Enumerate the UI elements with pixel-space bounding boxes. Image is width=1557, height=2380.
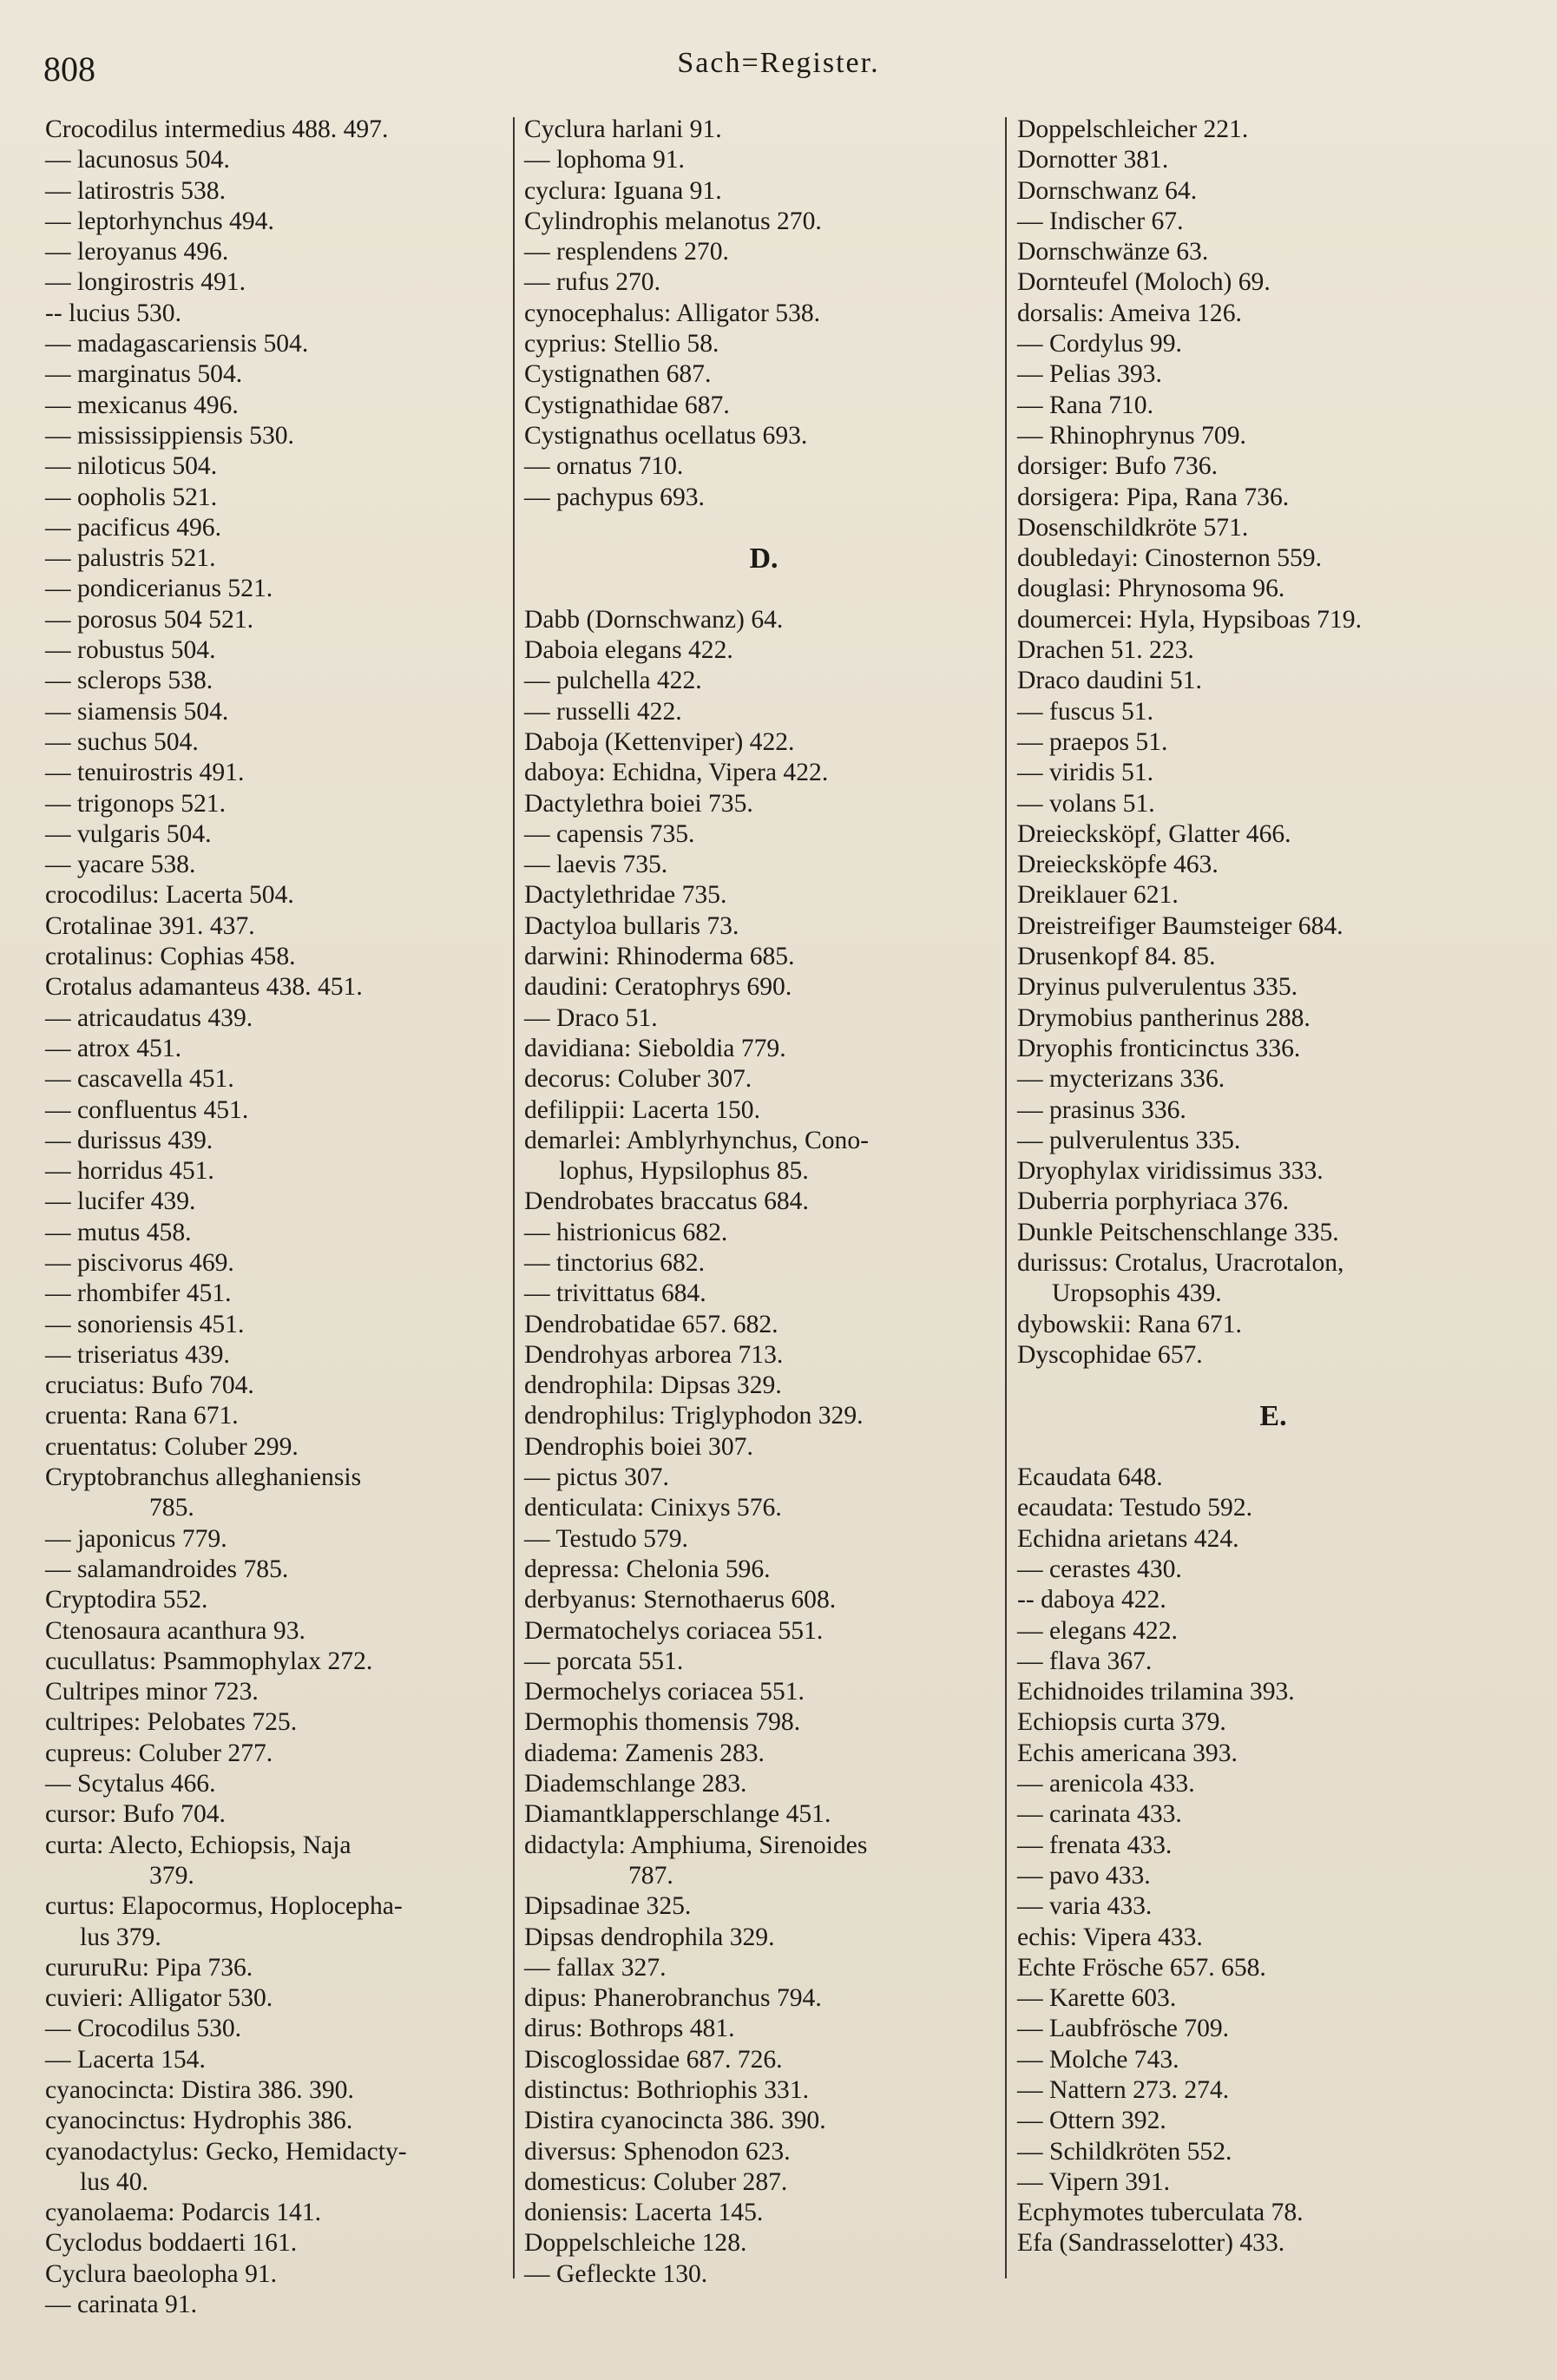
running-head: Sach=Register. xyxy=(677,47,880,79)
index-entry: — russelli 422. xyxy=(524,697,682,726)
index-entry: — cascavella 451. xyxy=(45,1065,234,1094)
index-entry: Crocodilus intermedius 488. 497. xyxy=(45,115,389,143)
index-entry: cyanocincta: Distira 386. 390. xyxy=(45,2076,354,2104)
index-entry: dybowskii: Rana 671. xyxy=(1017,1310,1242,1338)
index-entry: — madagascariensis 504. xyxy=(45,330,309,358)
index-entry: Echidna arietans 424. xyxy=(1017,1524,1239,1553)
index-entry-continuation: lus 40. xyxy=(80,2167,148,2196)
index-entry: Doppelschleiche 128. xyxy=(524,2229,747,2258)
index-entry: Cystignathus ocellatus 693. xyxy=(524,421,808,450)
index-entry: cyanocinctus: Hydrophis 386. xyxy=(45,2107,353,2135)
index-entry: Echte Frösche 657. 658. xyxy=(1017,1953,1266,1982)
index-entry: curta: Alecto, Echiopsis, Naja xyxy=(45,1831,351,1859)
index-entry: Cystignathen 687. xyxy=(524,360,712,389)
index-entry: — lophoma 91. xyxy=(524,146,685,174)
index-entry: — horridus 451. xyxy=(45,1157,214,1186)
index-entry: cyanodactylus: Gecko, Hemidacty- xyxy=(45,2137,407,2166)
index-entry: cruentatus: Coluber 299. xyxy=(45,1432,299,1461)
index-entry: Draco daudini 51. xyxy=(1017,667,1202,695)
index-entry: dorsalis: Ameiva 126. xyxy=(1017,299,1242,327)
index-entry: Crotalus adamanteus 438. 451. xyxy=(45,973,363,1002)
index-entry: — sonoriensis 451. xyxy=(45,1310,245,1338)
index-entry: — fuscus 51. xyxy=(1017,697,1154,726)
index-entry: — tenuirostris 491. xyxy=(45,759,245,787)
index-entry: — Vipern 391. xyxy=(1017,2167,1171,2196)
index-entry: diadema: Zamenis 283. xyxy=(524,1739,765,1767)
index-entry: cruciatus: Bufo 704. xyxy=(45,1371,254,1400)
index-entry: — lucifer 439. xyxy=(45,1187,196,1216)
index-entry: Echis americana 393. xyxy=(1017,1739,1238,1767)
index-entry: Echidnoides trilamina 393. xyxy=(1017,1678,1295,1706)
index-entry: — triseriatus 439. xyxy=(45,1340,230,1369)
index-entry: Discoglossidae 687. 726. xyxy=(524,2045,783,2074)
index-entry: dorsiger: Bufo 736. xyxy=(1017,452,1218,481)
index-entry-continuation: 785. xyxy=(149,1494,194,1522)
index-entry: cuvieri: Alligator 530. xyxy=(45,1984,273,2013)
index-entry-continuation: 787. xyxy=(628,1861,673,1890)
index-entry: Dendrobatidae 657. 682. xyxy=(524,1310,778,1338)
index-entry: distinctus: Bothriophis 331. xyxy=(524,2076,810,2104)
index-entry: Drusenkopf 84. 85. xyxy=(1017,943,1216,971)
index-entry: — robustus 504. xyxy=(45,636,216,665)
index-entry: Cultripes minor 723. xyxy=(45,1678,259,1706)
index-entry: Dryophis fronticinctus 336. xyxy=(1017,1034,1301,1062)
index-entry: — palustris 521. xyxy=(45,544,216,573)
index-entry: Dreiecksköpf, Glatter 466. xyxy=(1017,819,1291,848)
index-entry: Dornschwänze 63. xyxy=(1017,238,1209,266)
index-entry: — praepos 51. xyxy=(1017,727,1168,756)
index-entry: Dactyloa bullaris 73. xyxy=(524,911,739,940)
index-entry: davidiana: Sieboldia 779. xyxy=(524,1034,786,1062)
index-entry: — confluentus 451. xyxy=(45,1095,249,1124)
index-entry: — Schildkröten 552. xyxy=(1017,2137,1232,2166)
index-entry: — salamandroides 785. xyxy=(45,1555,289,1583)
index-entry: — porcata 551. xyxy=(524,1647,684,1675)
index-entry: — resplendens 270. xyxy=(524,238,729,266)
index-entry: demarlei: Amblyrhynchus, Cono- xyxy=(524,1126,869,1154)
index-entry: daboya: Echidna, Vipera 422. xyxy=(524,759,829,787)
index-entry: cururuRu: Pipa 736. xyxy=(45,1953,253,1982)
index-entry: Cryptobranchus alleghaniensis xyxy=(45,1463,362,1492)
index-entry: — durissus 439. xyxy=(45,1126,214,1154)
index-entry: cyanolaema: Podarcis 141. xyxy=(45,2199,322,2227)
index-entry: Cystignathidae 687. xyxy=(524,391,730,419)
index-entry: — niloticus 504. xyxy=(45,452,218,481)
index-entry: — Karette 603. xyxy=(1017,1984,1177,2013)
index-entry: darwini: Rhinoderma 685. xyxy=(524,943,795,971)
index-entry: echis: Vipera 433. xyxy=(1017,1923,1203,1951)
index-entry: — histrionicus 682. xyxy=(524,1218,728,1246)
index-entry: — rhombifer 451. xyxy=(45,1279,232,1308)
index-entry-continuation: Uropsophis 439. xyxy=(1052,1279,1222,1308)
index-column-3 xyxy=(1017,115,1529,2337)
index-entry: — frenata 433. xyxy=(1017,1831,1173,1859)
index-entry: curtus: Elapocormus, Hoplocepha- xyxy=(45,1892,403,1921)
index-entry: — trivittatus 684. xyxy=(524,1279,706,1308)
index-entry: — atrox 451. xyxy=(45,1034,181,1062)
index-entry: — flava 367. xyxy=(1017,1647,1153,1675)
index-entry: cursor: Bufo 704. xyxy=(45,1800,226,1829)
index-entry: dendrophila: Dipsas 329. xyxy=(524,1371,782,1400)
index-entry: Cyclura baeolopha 91. xyxy=(45,2259,278,2288)
section-letter: E. xyxy=(1259,1400,1287,1433)
index-entry: — siamensis 504. xyxy=(45,697,229,726)
index-entry: Daboia elegans 422. xyxy=(524,636,733,665)
index-entry: Duberria porphyriaca 376. xyxy=(1017,1187,1290,1216)
index-entry: — Pelias 393. xyxy=(1017,360,1162,389)
index-column-2 xyxy=(524,115,1003,2337)
index-entry: cupreus: Coluber 277. xyxy=(45,1739,273,1767)
index-entry: doubledayi: Cinosternon 559. xyxy=(1017,544,1322,573)
index-entry: Dermatochelys coriacea 551. xyxy=(524,1616,824,1645)
index-entry: denticulata: Cinixys 576. xyxy=(524,1494,782,1522)
index-entry: — arenicola 433. xyxy=(1017,1770,1195,1798)
index-entry: Dryinus pulverulentus 335. xyxy=(1017,973,1298,1002)
index-entry: Dreistreifiger Baumsteiger 684. xyxy=(1017,911,1343,940)
index-entry: — suchus 504. xyxy=(45,727,199,756)
index-entry: — piscivorus 469. xyxy=(45,1248,234,1277)
index-entry: — elegans 422. xyxy=(1017,1616,1178,1645)
index-entry: — vulgaris 504. xyxy=(45,819,212,848)
index-entry: — Laubfrösche 709. xyxy=(1017,2015,1230,2043)
index-entry: defilippii: Lacerta 150. xyxy=(524,1095,760,1124)
index-entry: Dermophis thomensis 798. xyxy=(524,1708,801,1737)
index-entry: Ctenosaura acanthura 93. xyxy=(45,1616,305,1645)
index-entry: Dermochelys coriacea 551. xyxy=(524,1678,805,1706)
index-entry: — Indischer 67. xyxy=(1017,207,1184,235)
index-entry: dorsigera: Pipa, Rana 736. xyxy=(1017,483,1290,511)
index-entry: Daboja (Kettenviper) 422. xyxy=(524,727,795,756)
index-entry: Dipsadinae 325. xyxy=(524,1892,692,1921)
index-entry: doumercei: Hyla, Hypsiboas 719. xyxy=(1017,605,1362,634)
index-entry: — lacunosus 504. xyxy=(45,146,230,174)
index-entry: — marginatus 504. xyxy=(45,360,243,389)
index-entry: — Rana 710. xyxy=(1017,391,1153,419)
index-entry: — pondicerianus 521. xyxy=(45,575,273,603)
index-entry-continuation: 379. xyxy=(149,1861,194,1890)
index-entry: — atricaudatus 439. xyxy=(45,1003,253,1032)
index-entry: — viridis 51. xyxy=(1017,759,1154,787)
index-entry: dendrophilus: Triglyphodon 329. xyxy=(524,1402,864,1430)
index-entry: — volans 51. xyxy=(1017,789,1155,818)
index-entry: durissus: Crotalus, Uracrotalon, xyxy=(1017,1248,1344,1277)
index-entry: Dornteufel (Moloch) 69. xyxy=(1017,268,1271,297)
index-entry: — leroyanus 496. xyxy=(45,238,229,266)
index-entry: Cyclodus boddaerti 161. xyxy=(45,2229,298,2258)
index-entry: — Nattern 273. 274. xyxy=(1017,2076,1230,2104)
index-entry: Crotalinae 391. 437. xyxy=(45,911,255,940)
index-entry: decorus: Coluber 307. xyxy=(524,1065,752,1094)
index-entry: — Gefleckte 130. xyxy=(524,2259,708,2288)
index-entry: doniensis: Lacerta 145. xyxy=(524,2199,764,2227)
index-entry: ecaudata: Testudo 592. xyxy=(1017,1494,1253,1522)
index-entry: — oopholis 521. xyxy=(45,483,218,511)
index-entry: — Lacerta 154. xyxy=(45,2045,206,2074)
index-entry: Drachen 51. 223. xyxy=(1017,636,1194,665)
index-entry: Ecaudata 648. xyxy=(1017,1463,1163,1492)
index-entry-continuation: lophus, Hypsilophus 85. xyxy=(559,1157,809,1186)
index-entry: — mutus 458. xyxy=(45,1218,192,1246)
index-entry: — rufus 270. xyxy=(524,268,661,297)
index-entry: — Scytalus 466. xyxy=(45,1770,216,1798)
index-entry: Dreiecksköpfe 463. xyxy=(1017,851,1219,879)
index-entry: Ecphymotes tuberculata 78. xyxy=(1017,2199,1304,2227)
index-entry: — yacare 538. xyxy=(45,851,196,879)
index-entry: — Crocodilus 530. xyxy=(45,2015,242,2043)
index-entry: — Testudo 579. xyxy=(524,1524,688,1553)
index-entry: — Ottern 392. xyxy=(1017,2107,1166,2135)
column-rule xyxy=(1005,117,1007,2278)
index-entry: dipus: Phanerobranchus 794. xyxy=(524,1984,822,2013)
index-entry: derbyanus: Sternothaerus 608. xyxy=(524,1586,837,1614)
index-entry: Dactylethra boiei 735. xyxy=(524,789,753,818)
index-entry: cyprius: Stellio 58. xyxy=(524,330,719,358)
index-entry: — ornatus 710. xyxy=(524,452,684,481)
index-entry: — mississippiensis 530. xyxy=(45,421,294,450)
index-entry: — carinata 433. xyxy=(1017,1800,1182,1829)
index-entry: — varia 433. xyxy=(1017,1892,1153,1921)
index-entry: diversus: Sphenodon 623. xyxy=(524,2137,791,2166)
index-entry: domesticus: Coluber 287. xyxy=(524,2167,788,2196)
index-entry: — leptorhynchus 494. xyxy=(45,207,274,235)
index-entry: — Molche 743. xyxy=(1017,2045,1179,2074)
index-entry: cultripes: Pelobates 725. xyxy=(45,1708,298,1737)
index-entry: Cylindrophis melanotus 270. xyxy=(524,207,822,235)
index-entry: — pachypus 693. xyxy=(524,483,705,511)
index-entry: — fallax 327. xyxy=(524,1953,667,1982)
index-entry: crocodilus: Lacerta 504. xyxy=(45,881,294,910)
index-entry: Dipsas dendrophila 329. xyxy=(524,1923,775,1951)
index-entry: Echiopsis curta 379. xyxy=(1017,1708,1226,1737)
index-entry: Dendrophis boiei 307. xyxy=(524,1432,753,1461)
index-entry: crotalinus: Cophias 458. xyxy=(45,943,296,971)
index-entry: douglasi: Phrynosoma 96. xyxy=(1017,575,1285,603)
index-entry: Dactylethridae 735. xyxy=(524,881,727,910)
index-entry: — trigonops 521. xyxy=(45,789,226,818)
index-column-1 xyxy=(45,115,514,2337)
index-entry: didactyla: Amphiuma, Sirenoides xyxy=(524,1831,868,1859)
index-entry: Cryptodira 552. xyxy=(45,1586,208,1614)
index-entry: depressa: Chelonia 596. xyxy=(524,1555,771,1583)
index-entry: Dornotter 381. xyxy=(1017,146,1169,174)
index-entry: Distira cyanocincta 386. 390. xyxy=(524,2107,826,2135)
page-number: 808 xyxy=(43,49,95,89)
index-entry: Dosenschildkröte 571. xyxy=(1017,513,1249,542)
index-entry: — latirostris 538. xyxy=(45,176,226,205)
index-entry: — Rhinophrynus 709. xyxy=(1017,421,1246,450)
index-entry: Dyscophidae 657. xyxy=(1017,1340,1203,1369)
index-entry: — capensis 735. xyxy=(524,819,695,848)
index-entry: — cerastes 430. xyxy=(1017,1555,1182,1583)
index-entry: dirus: Bothrops 481. xyxy=(524,2015,735,2043)
index-entry-continuation: lus 379. xyxy=(80,1923,161,1951)
section-letter: D. xyxy=(749,542,778,575)
index-entry: — pictus 307. xyxy=(524,1463,669,1492)
index-entry: — pavo 433. xyxy=(1017,1861,1151,1890)
index-entry: Diamantklapperschlange 451. xyxy=(524,1800,831,1829)
index-entry: Doppelschleicher 221. xyxy=(1017,115,1249,143)
index-entry: Dunkle Peitschenschlange 335. xyxy=(1017,1218,1339,1246)
index-entry: cruenta: Rana 671. xyxy=(45,1402,239,1430)
page-header xyxy=(0,45,1557,89)
index-entry: — pulchella 422. xyxy=(524,667,702,695)
index-entry: — japonicus 779. xyxy=(45,1524,227,1553)
index-entry: cucullatus: Psammophylax 272. xyxy=(45,1647,373,1675)
index-entry: — prasinus 336. xyxy=(1017,1095,1186,1124)
index-entry: Dreiklauer 621. xyxy=(1017,881,1179,910)
index-entry: Cyclura harlani 91. xyxy=(524,115,722,143)
index-entry: — pulverulentus 335. xyxy=(1017,1126,1241,1154)
index-entry: — mycterizans 336. xyxy=(1017,1065,1225,1094)
index-entry: — carinata 91. xyxy=(45,2291,198,2319)
index-entry: Efa (Sandrasselotter) 433. xyxy=(1017,2229,1285,2258)
index-entry: — porosus 504 521. xyxy=(45,605,254,634)
index-entry: — longirostris 491. xyxy=(45,268,246,297)
index-entry: cynocephalus: Alligator 538. xyxy=(524,299,821,327)
index-entry: — laevis 735. xyxy=(524,851,668,879)
index-entry: Drymobius pantherinus 288. xyxy=(1017,1003,1311,1032)
index-entry: — pacificus 496. xyxy=(45,513,221,542)
index-entry: — tinctorius 682. xyxy=(524,1248,705,1277)
index-entry: daudini: Ceratophrys 690. xyxy=(524,973,792,1002)
index-entry: -- daboya 422. xyxy=(1017,1586,1166,1614)
index-entry: Diademschlange 283. xyxy=(524,1770,747,1798)
index-entry: — Draco 51. xyxy=(524,1003,658,1032)
index-entry: — mexicanus 496. xyxy=(45,391,239,419)
index-entry: Dendrohyas arborea 713. xyxy=(524,1340,784,1369)
index-entry: — Cordylus 99. xyxy=(1017,330,1182,358)
index-entry: Dryophylax viridissimus 333. xyxy=(1017,1157,1324,1186)
index-entry: — sclerops 538. xyxy=(45,667,214,695)
index-entry: cyclura: Iguana 91. xyxy=(524,176,722,205)
index-entry: Dabb (Dornschwanz) 64. xyxy=(524,605,784,634)
index-entry: Dendrobates braccatus 684. xyxy=(524,1187,809,1216)
index-entry: Dornschwanz 64. xyxy=(1017,176,1198,205)
index-entry: -- lucius 530. xyxy=(45,299,181,327)
